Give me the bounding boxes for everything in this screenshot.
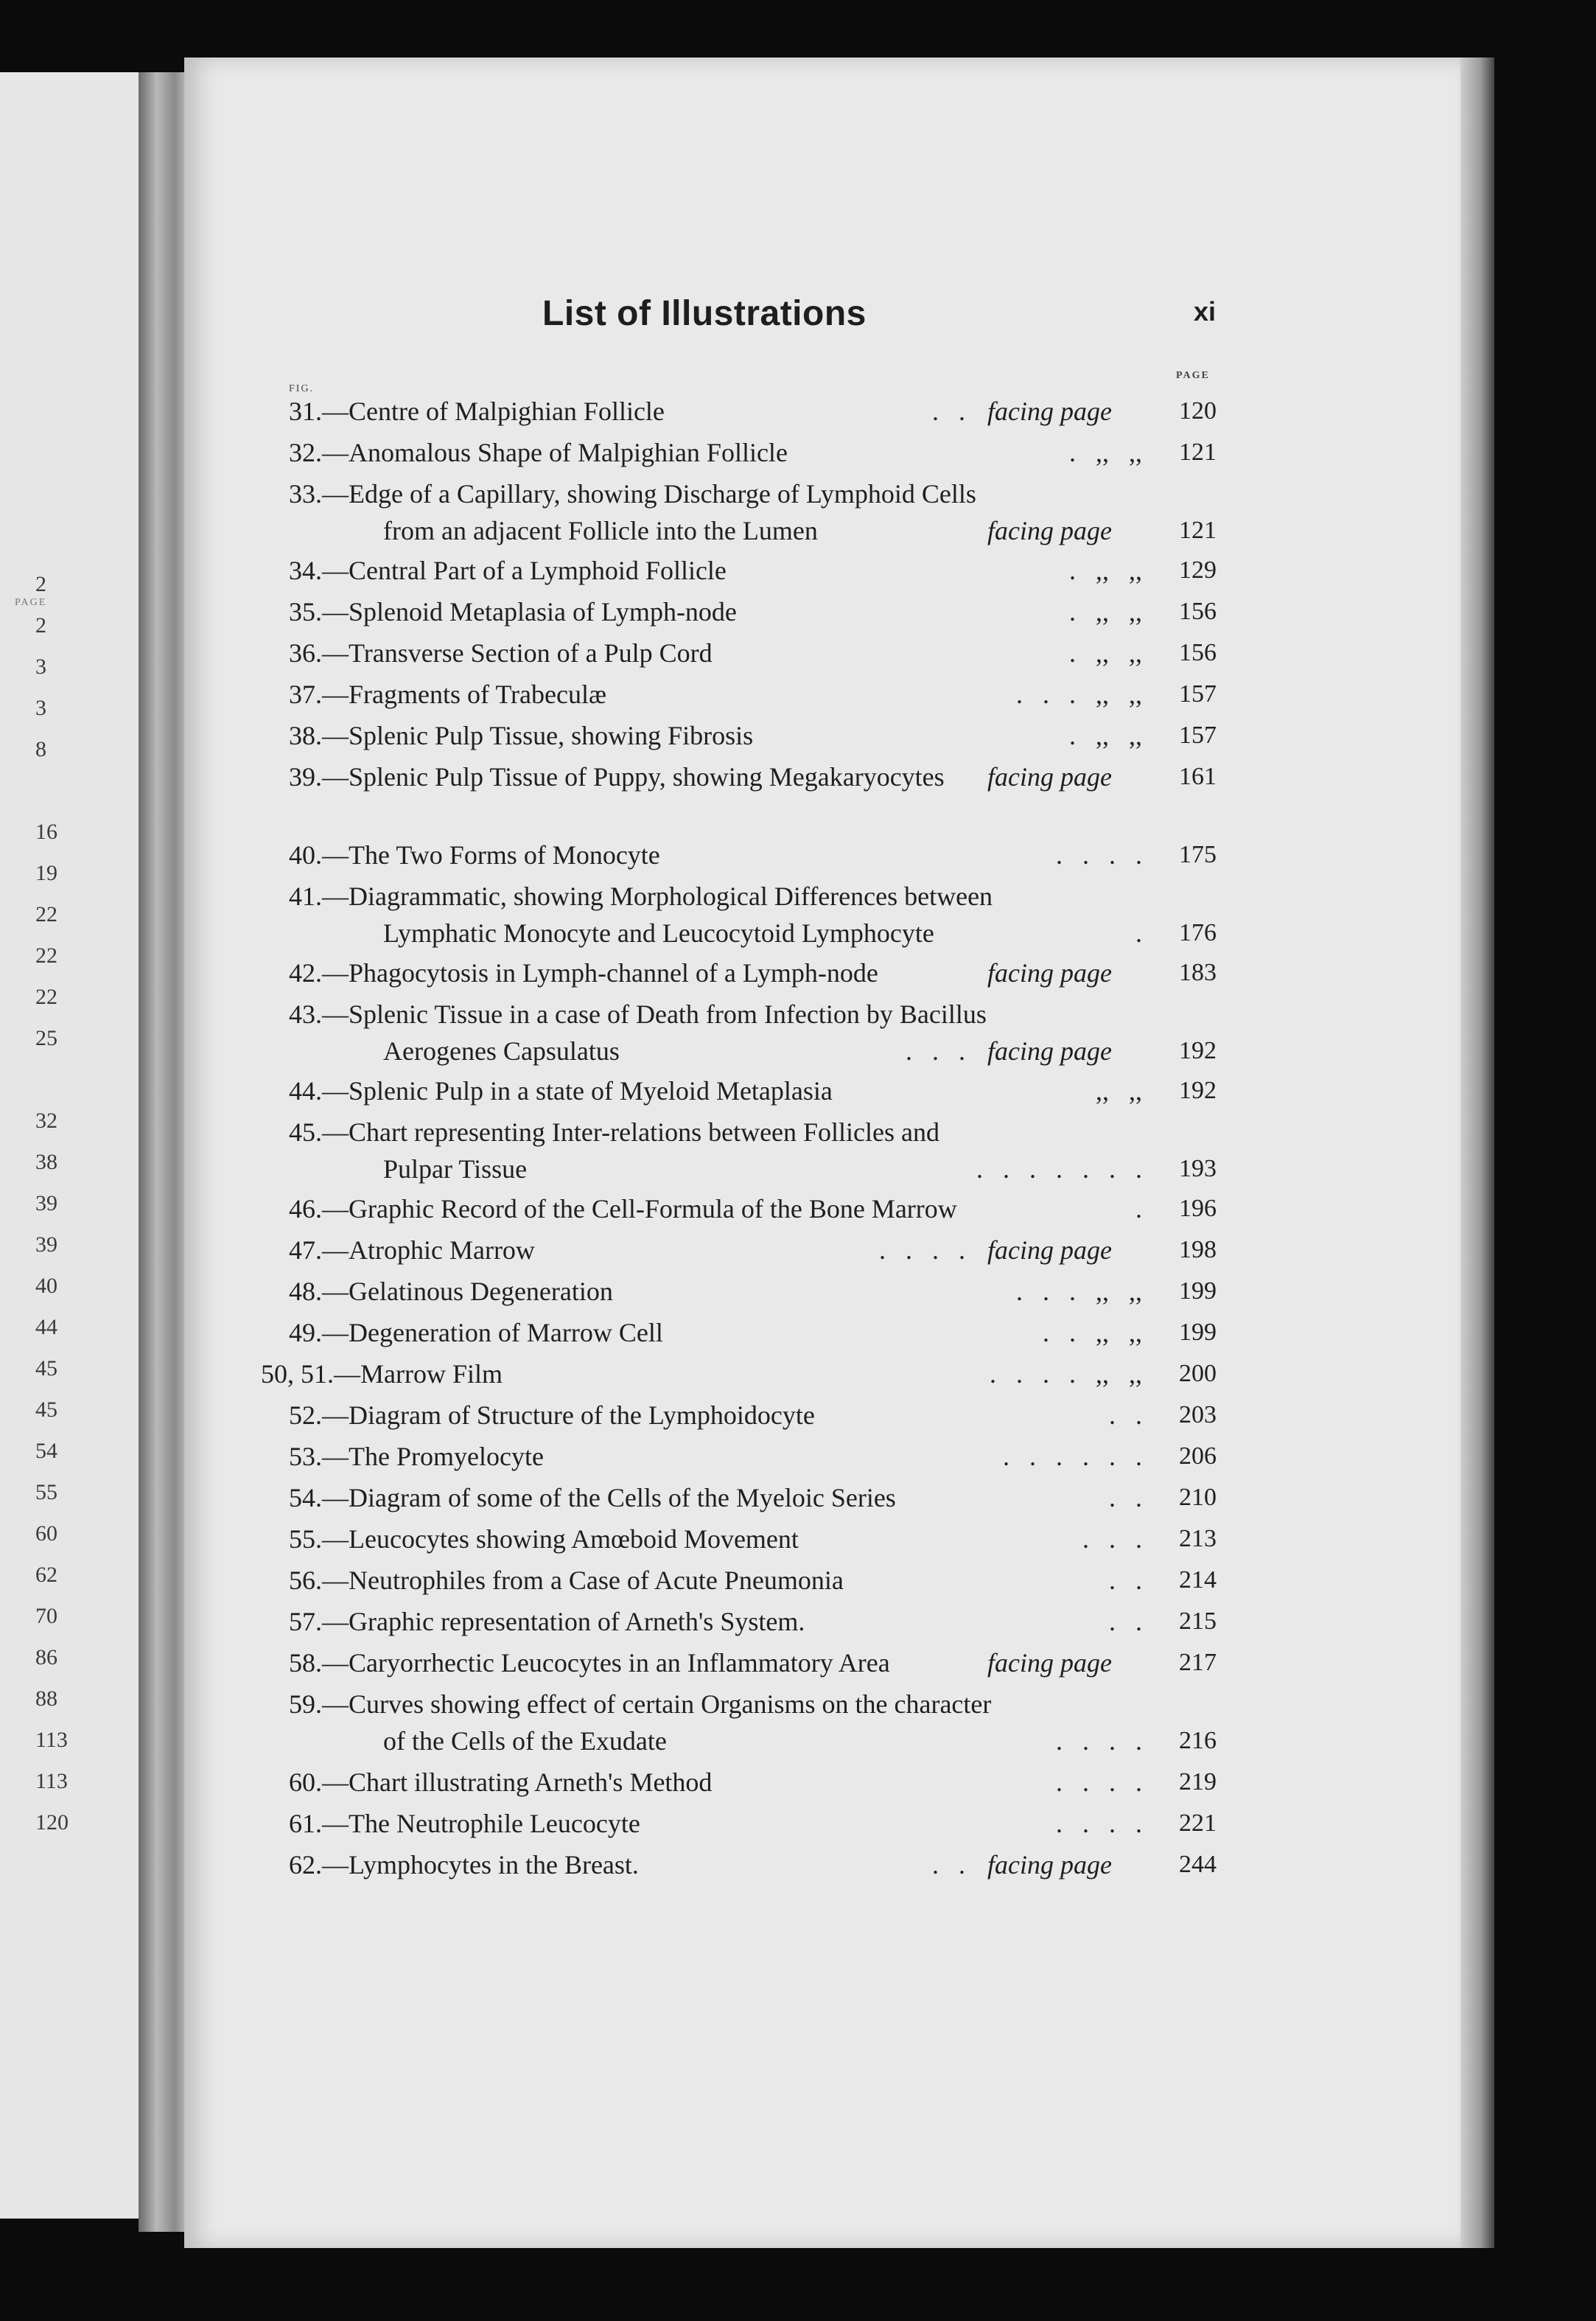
leader-dots: . [1135, 918, 1142, 948]
figure-number: 35. [289, 597, 322, 627]
leader-dots: . . . . [1056, 1726, 1142, 1756]
entry-caption: 44.—Splenic Pulp in a state of Myeloid Metaplasia [289, 1076, 833, 1106]
page-ref: 157 [1179, 680, 1217, 708]
list-item [0, 1359, 1596, 1405]
list-item [0, 638, 1596, 684]
list-item [0, 1689, 1596, 1773]
list-item [0, 762, 1596, 808]
entry-caption: 46.—Graphic Record of the Cell-Formula of the Bone Marrow [289, 1194, 957, 1224]
left-page-number: 3 [35, 696, 46, 720]
page-ref: 217 [1179, 1649, 1217, 1676]
page-ref: 210 [1179, 1484, 1217, 1511]
figure-number: 39. [289, 762, 322, 792]
list-item [0, 1483, 1596, 1529]
page-ref: 206 [1179, 1442, 1217, 1470]
list-item [0, 1767, 1596, 1813]
page-ref: 221 [1179, 1809, 1217, 1837]
list-item [0, 1442, 1596, 1487]
entry-caption: 36.—Transverse Section of a Pulp Cord [289, 638, 713, 668]
list-item [0, 1400, 1596, 1446]
figure-number: 61. [289, 1809, 322, 1838]
caption-continuation: from an adjacent Follicle into the Lumen [383, 516, 818, 545]
caption-text: Splenic Pulp Tissue, showing Fibrosis [349, 721, 754, 750]
caption-text: Splenoid Metaplasia of Lymph-node [349, 597, 737, 627]
left-page-number: 45 [35, 1356, 57, 1381]
page-ref: 219 [1179, 1768, 1217, 1795]
left-page-number: 38 [35, 1150, 57, 1174]
entry-caption: 53.—The Promyelocyte [289, 1442, 544, 1471]
list-item [0, 597, 1596, 643]
caption-text: Neutrophiles from a Case of Acute Pneumonia [349, 1566, 844, 1595]
entry-caption: 42.—Phagocytosis in Lymph-channel of a Lymph-node [289, 958, 878, 988]
left-page-number: 22 [35, 985, 57, 1009]
leader-dots: . . . ,, ,, [1016, 680, 1142, 709]
leader-dots: . . . . [879, 1235, 965, 1265]
page-ref: 121 [1179, 439, 1217, 466]
leader-dots: . . . . . . [1003, 1442, 1142, 1471]
leader-dots: . . . [906, 1036, 965, 1066]
list-item [0, 1648, 1596, 1694]
figure-number: 49. [289, 1318, 322, 1347]
entry-caption: 32.—Anomalous Shape of Malpighian Follicle [289, 438, 788, 467]
figure-number: 41. [289, 882, 322, 911]
entry-caption: 60.—Chart illustrating Arneth's Method [289, 1767, 713, 1797]
page-ref: 216 [1179, 1727, 1217, 1754]
left-page-number: 44 [35, 1315, 57, 1339]
entry-caption: 59.—Curves showing effect of certain Organisms on the character [289, 1689, 992, 1719]
list-item [0, 479, 1596, 563]
caption-text: Centre of Malpighian Follicle [349, 397, 665, 426]
figure-number: 45. [289, 1117, 322, 1147]
page-ref: 214 [1179, 1566, 1217, 1594]
page-ref: 161 [1179, 763, 1217, 790]
figure-number: 52. [289, 1400, 322, 1430]
page-title: List of Illustrations [542, 294, 867, 333]
page-ref: 196 [1179, 1195, 1217, 1222]
entry-caption: 40.—The Two Forms of Monocyte [289, 840, 660, 870]
leader-dots: . . . ,, ,, [1016, 1277, 1142, 1306]
figure-number: 37. [289, 680, 322, 709]
entry-caption: 61.—The Neutrophile Leucocyte [289, 1809, 640, 1838]
entry-caption: 45.—Chart representing Inter-relations between Follicles and [289, 1117, 940, 1147]
figure-number: 44. [289, 1076, 322, 1106]
page-ref: 183 [1179, 959, 1217, 986]
left-page-number: 45 [35, 1397, 57, 1422]
leader-dots: . . [1109, 1400, 1142, 1430]
figure-number: 58. [289, 1648, 322, 1678]
page-ref: 176 [1179, 919, 1217, 946]
figure-number: 55. [289, 1524, 322, 1554]
figure-number: 34. [289, 556, 322, 585]
caption-text: Marrow Film [360, 1359, 503, 1389]
list-item [0, 958, 1596, 1004]
list-item [0, 1850, 1596, 1896]
facing-page-label: facing page [987, 958, 1112, 988]
page-ref: 129 [1179, 556, 1217, 584]
entry-caption: 56.—Neutrophiles from a Case of Acute Pneumonia [289, 1566, 844, 1595]
left-page-number: 32 [35, 1109, 57, 1133]
leader-dots: . ,, ,, [1069, 597, 1142, 627]
facing-page-label: facing page [987, 1036, 1112, 1066]
page-ref: 199 [1179, 1277, 1217, 1305]
figure-number: 56. [289, 1566, 322, 1595]
left-page-number: 8 [35, 737, 46, 761]
list-item [0, 882, 1596, 966]
caption-continuation: Aerogenes Capsulatus [383, 1036, 620, 1066]
caption-continuation: Pulpar Tissue [383, 1154, 528, 1184]
page-ref: 193 [1179, 1155, 1217, 1182]
leader-dots: . ,, ,, [1069, 638, 1142, 668]
facing-page-label: facing page [987, 1648, 1112, 1678]
list-item [0, 1524, 1596, 1570]
page-column-header: PAGE [1176, 370, 1210, 381]
caption-text: Edge of a Capillary, showing Discharge of Lymphoid Cells [349, 479, 976, 509]
entry-caption: 57.—Graphic representation of Arneth's System. [289, 1607, 805, 1636]
caption-text: The Two Forms of Monocyte [349, 840, 660, 870]
list-item [0, 1235, 1596, 1281]
leader-dots: ,, ,, [1096, 1076, 1142, 1106]
caption-text: Transverse Section of a Pulp Cord [349, 638, 713, 668]
entry-caption: 35.—Splenoid Metaplasia of Lymph-node [289, 597, 737, 627]
left-page-number: 2 [35, 572, 46, 596]
leader-dots: . . . . . . . [976, 1154, 1142, 1184]
page-ref: 244 [1179, 1851, 1217, 1878]
entry-caption: 52.—Diagram of Structure of the Lymphoidocyte [289, 1400, 815, 1430]
facing-page-label: facing page [987, 1235, 1112, 1265]
left-page-number: 22 [35, 902, 57, 926]
caption-continuation: of the Cells of the Exudate [383, 1726, 667, 1756]
entry-caption: 58.—Caryorrhectic Leucocytes in an Inflammatory Area [289, 1648, 890, 1678]
page-ref: 156 [1179, 598, 1217, 625]
leader-dots: . . . . [1056, 1809, 1142, 1838]
list-item [0, 680, 1596, 725]
page-ref: 120 [1179, 397, 1217, 425]
left-page-number: 25 [35, 1026, 57, 1050]
leader-dots: . . . . [1056, 1767, 1142, 1797]
left-page-number: 40 [35, 1274, 57, 1298]
figure-number: 42. [289, 958, 322, 988]
leader-dots: . . . . [1056, 840, 1142, 870]
facing-page-label: facing page [987, 516, 1112, 545]
left-page-number: 88 [35, 1686, 57, 1711]
entry-caption: 33.—Edge of a Capillary, showing Discharge of Lymphoid Cells [289, 479, 976, 509]
left-page-number: 70 [35, 1604, 57, 1628]
entry-caption: 34.—Central Part of a Lymphoid Follicle [289, 556, 727, 585]
page-ref: 200 [1179, 1360, 1217, 1387]
page-ref: 199 [1179, 1319, 1217, 1346]
figure-number: 43. [289, 999, 322, 1029]
caption-text: Graphic representation of Arneth's System. [349, 1607, 805, 1636]
entry-caption: 62.—Lymphocytes in the Breast. [289, 1850, 639, 1880]
left-page-number: 2 [35, 613, 46, 638]
leader-dots: . ,, ,, [1069, 556, 1142, 585]
list-item [0, 397, 1596, 442]
left-page-number: 3 [35, 655, 46, 679]
left-page-number: 113 [35, 1728, 68, 1752]
caption-text: Diagrammatic, showing Morphological Differences between [349, 882, 993, 911]
figure-number: 54. [289, 1483, 322, 1512]
figure-number: 60. [289, 1767, 322, 1797]
list-item [0, 1809, 1596, 1854]
figure-number: 33. [289, 479, 322, 509]
figure-number: 47. [289, 1235, 322, 1265]
caption-text: Fragments of Trabeculæ [349, 680, 606, 709]
figure-number: 62. [289, 1850, 322, 1880]
caption-text: Leucocytes showing Amœboid Movement [349, 1524, 799, 1554]
leader-dots: . . [932, 397, 965, 426]
list-item [0, 999, 1596, 1083]
left-page-number: 16 [35, 820, 57, 844]
caption-text: Chart representing Inter-relations between Follicles and [349, 1117, 940, 1147]
leader-dots: . . . . ,, ,, [990, 1359, 1142, 1389]
left-page-number: 22 [35, 943, 57, 968]
list-item [0, 1117, 1596, 1201]
leader-dots: . [1135, 1194, 1142, 1224]
page-ref: 192 [1179, 1077, 1217, 1104]
caption-text: Atrophic Marrow [349, 1235, 535, 1265]
entry-caption: 54.—Diagram of some of the Cells of the Myeloic Series [289, 1483, 896, 1512]
list-item [0, 1566, 1596, 1611]
entry-caption: 39.—Splenic Pulp Tissue of Puppy, showing Megakaryocytes [289, 762, 945, 792]
page-ref: 192 [1179, 1037, 1217, 1064]
left-page-number: 19 [35, 861, 57, 885]
caption-text: Chart illustrating Arneth's Method [349, 1767, 713, 1797]
figure-number: 48. [289, 1277, 322, 1306]
facing-page-label: facing page [987, 397, 1112, 426]
left-page-header: PAGE [15, 597, 47, 608]
page-ref: 121 [1179, 517, 1217, 544]
list-item [0, 1607, 1596, 1652]
caption-text: Central Part of a Lymphoid Follicle [349, 556, 727, 585]
page-number: xi [1194, 296, 1217, 327]
figure-number: 32. [289, 438, 322, 467]
list-item [0, 840, 1596, 886]
caption-text: Anomalous Shape of Malpighian Follicle [349, 438, 788, 467]
page-ref: 156 [1179, 639, 1217, 666]
caption-text: Phagocytosis in Lymph-channel of a Lymph-node [349, 958, 878, 988]
facing-page-label: facing page [987, 762, 1112, 792]
figure-number: 50, 51. [261, 1359, 334, 1389]
leader-dots: . . . [1082, 1524, 1142, 1554]
page-ref: 203 [1179, 1401, 1217, 1428]
entry-caption: 41.—Diagrammatic, showing Morphological Differences between [289, 882, 993, 911]
caption-text: Splenic Pulp Tissue of Puppy, showing Megakaryocytes [349, 762, 945, 792]
list-item [0, 1277, 1596, 1322]
figure-number: 38. [289, 721, 322, 750]
leader-dots: . . [1109, 1607, 1142, 1636]
list-item [0, 1194, 1596, 1240]
left-page-number: 54 [35, 1439, 57, 1463]
list-item [0, 556, 1596, 601]
facing-page-label: facing page [987, 1850, 1112, 1880]
entry-caption: 48.—Gelatinous Degeneration [289, 1277, 613, 1306]
leader-dots: . ,, ,, [1069, 721, 1142, 750]
caption-text: The Neutrophile Leucocyte [349, 1809, 640, 1838]
left-page-number: 39 [35, 1232, 57, 1257]
page-ref: 213 [1179, 1525, 1217, 1552]
figure-number: 40. [289, 840, 322, 870]
caption-text: The Promyelocyte [349, 1442, 544, 1471]
entry-caption: 50, 51.—Marrow Film [261, 1359, 503, 1389]
caption-text: Gelatinous Degeneration [349, 1277, 613, 1306]
page-ref: 215 [1179, 1608, 1217, 1635]
figure-number: 57. [289, 1607, 322, 1636]
caption-text: Lymphocytes in the Breast. [349, 1850, 639, 1880]
caption-text: Graphic Record of the Cell-Formula of the Bone Marrow [349, 1194, 957, 1224]
leader-dots: . . [932, 1850, 965, 1880]
list-item [0, 1318, 1596, 1364]
entry-caption: 55.—Leucocytes showing Amœboid Movement [289, 1524, 799, 1554]
caption-text: Diagram of Structure of the Lymphoidocyte [349, 1400, 815, 1430]
entry-caption: 31.—Centre of Malpighian Follicle [289, 397, 665, 426]
leader-dots: . . ,, ,, [1043, 1318, 1142, 1347]
entry-caption: 37.—Fragments of Trabeculæ [289, 680, 606, 709]
caption-text: Diagram of some of the Cells of the Myeloic Series [349, 1483, 896, 1512]
fig-column-header: FIG. [289, 383, 315, 394]
left-page-number: 113 [35, 1769, 68, 1793]
leader-dots: . ,, ,, [1069, 438, 1142, 467]
list-item [0, 438, 1596, 484]
figure-number: 46. [289, 1194, 322, 1224]
caption-text: Curves showing effect of certain Organisms on the character [349, 1689, 992, 1719]
caption-text: Splenic Tissue in a case of Death from Infection by Bacillus [349, 999, 987, 1029]
page-ref: 175 [1179, 841, 1217, 868]
page-ref: 157 [1179, 722, 1217, 749]
entry-caption: 49.—Degeneration of Marrow Cell [289, 1318, 663, 1347]
list-item [0, 1076, 1596, 1122]
figure-number: 31. [289, 397, 322, 426]
figure-number: 36. [289, 638, 322, 668]
left-page-number: 55 [35, 1480, 57, 1504]
figure-number: 53. [289, 1442, 322, 1471]
entry-caption: 43.—Splenic Tissue in a case of Death from Infection by Bacillus [289, 999, 987, 1029]
list-item [0, 721, 1596, 767]
caption-text: Degeneration of Marrow Cell [349, 1318, 663, 1347]
caption-text: Splenic Pulp in a state of Myeloid Metaplasia [349, 1076, 833, 1106]
leader-dots: . . [1109, 1566, 1142, 1595]
entry-caption: 38.—Splenic Pulp Tissue, showing Fibrosis [289, 721, 754, 750]
left-page-number: 60 [35, 1521, 57, 1546]
entry-caption: 47.—Atrophic Marrow [289, 1235, 535, 1265]
left-page-number: 86 [35, 1645, 57, 1669]
left-page-number: 39 [35, 1191, 57, 1215]
figure-number: 59. [289, 1689, 322, 1719]
page-ref: 198 [1179, 1236, 1217, 1263]
left-page-number: 120 [35, 1810, 69, 1835]
caption-text: Caryorrhectic Leucocytes in an Inflammatory Area [349, 1648, 890, 1678]
leader-dots: . . [1109, 1483, 1142, 1512]
caption-continuation: Lymphatic Monocyte and Leucocytoid Lymphocyte [383, 918, 934, 948]
left-page-number: 62 [35, 1563, 57, 1587]
